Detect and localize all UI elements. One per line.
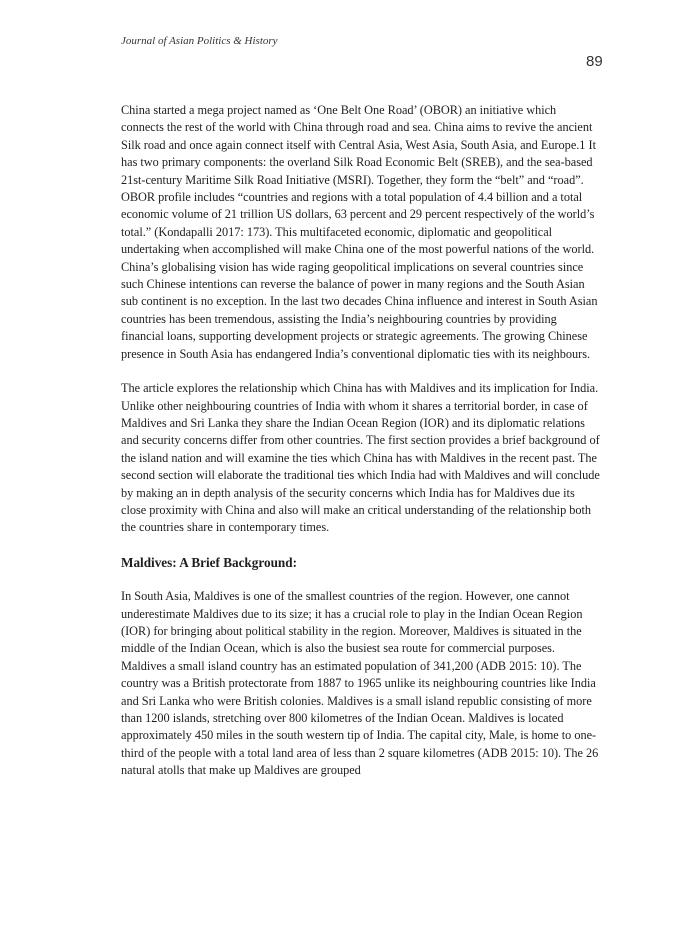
section-heading: Maldives: A Brief Background: (121, 554, 297, 570)
paragraph-gap (121, 571, 601, 588)
article-body (121, 102, 601, 780)
paragraph-gap (121, 363, 601, 380)
paragraph-article-overview: The article explores the relationship which China has with Maldives and its implication for India. Unlike other neighbouring countries of India with whom it shares a territorial border, in case of Maldives and Sri Lanka they share the Indian Ocean Region (IOR) and its diplomatic relations and security concerns differ from other countries. The first section provides a brief background of the island nation and will examine the ties which China has with Maldives in the recent past. The second section will elaborate the traditional ties which India had with Maldives and will conclude by making an in depth analysis of the security concerns which India has for Maldives due its close proximity with China and also will make an critical understanding of the relationship both the countries share in contemporary times. (121, 381, 600, 535)
paragraph-obor: China started a mega project named as ‘One Belt One Road’ (OBOR) an initiative which connects the rest of the world with China through road and sea. China aims to revive the ancient Silk road and once again connect itself with Central Asia, West Asia, South Asia, and Europe.1 It has two primary components: the overland Silk Road Economic Belt (SREB), and the sea-based 21st-century Maritime Silk Road Initiative (MSRI). Together, they form the “belt” and “road”. OBOR profile includes “countries and regions with a total population of 4.4 billion and a total economic volume of 21 trillion US dollars, 63 percent and 29 percent respectively of the world’s total.” (Kondapalli 2017: 173). This multifaceted economic, diplomatic and geopolitical undertaking when accomplished will make China one of the most powerful nations of the world. China’s globalising vision has wide raging geopolitical implications on several countries since such Chinese intentions can reverse the balance of power in many regions and the South Asian sub continent is no exception. In the last two decades China influence and interest in South Asian countries has been tremendous, assisting the India’s neighbouring countries by providing financial loans, supporting development projects or strategic agreements. The growing Chinese presence in South Asia has endangered India’s conventional diplomatic ties with its neighbours. (121, 103, 598, 361)
running-head-journal-title: Journal of Asian Politics & History (121, 35, 278, 47)
paragraph-gap (121, 537, 601, 554)
paragraph-maldives-background: In South Asia, Maldives is one of the smallest countries of the region. However, one cannot underestimate Maldives due to its size; it has a crucial role to play in the Indian Ocean Region (IOR) for bringing about political stability in the region. Moreover, Maldives is situated in the middle of the Indian Ocean, which is also the busiest sea route for commercial purposes. Maldives a small island country has an estimated population of 341,200 (ADB 2015: 10). The country was a British protectorate from 1887 to 1965 unlike its neighbouring countries like India and Sri Lanka who were British colonies. Maldives is a small island republic consisting of more than 1200 islands, stretching over 800 kilometres of the Indian Ocean. Maldives is located approximately 450 miles in the south western tip of India. The capital city, Male, is home to one-third of the people with a total land area of less than 2 square kilometres (ADB 2015: 10). The 26 natural atolls that make up Maldives are grouped (121, 589, 599, 778)
page-number: 89 (586, 53, 603, 70)
